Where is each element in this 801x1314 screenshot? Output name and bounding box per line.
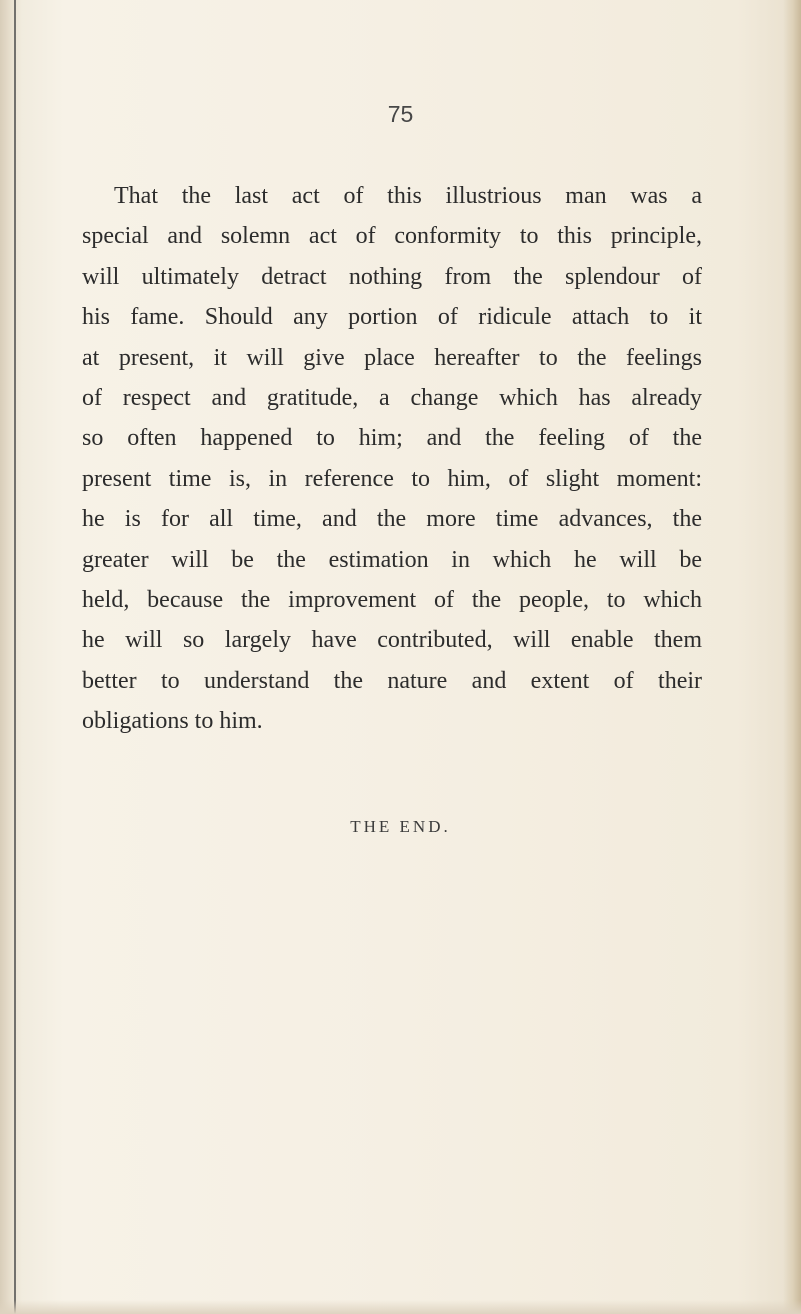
paragraph-line: so often happened to him; and the feeling of the <box>82 425 702 452</box>
page-edge-bottom <box>0 1300 801 1314</box>
paragraph-line: his fame. Should any portion of ridicule attach to it <box>82 304 702 331</box>
body-paragraph <box>82 176 702 741</box>
paragraph-line: will ultimately detract nothing from the splendour of <box>82 263 702 290</box>
paragraph-line: That the last act of this illustrious man was a <box>114 183 702 209</box>
paragraph-line: special and solemn act of conformity to this principle, <box>82 223 702 250</box>
page-number: 75 <box>387 101 414 127</box>
spine-shadow <box>0 0 22 1314</box>
paragraph-line: at present, it will give place hereafter to the feelings <box>82 344 702 371</box>
paragraph-line: better to understand the nature and extent of their <box>82 667 702 694</box>
paragraph-line: held, because the improvement of the people, to which <box>82 586 702 613</box>
paragraph-line: obligations to him. <box>82 708 263 735</box>
paragraph-line: greater will be the estimation in which he will be <box>82 546 702 573</box>
paragraph-line: of respect and gratitude, a change which has already <box>82 384 702 411</box>
paragraph-line: he will so largely have contributed, will enable them <box>82 627 702 654</box>
the-end-heading: THE END. <box>350 817 451 836</box>
paragraph-line: he is for all time, and the more time advances, the <box>82 506 702 533</box>
spine-line <box>14 0 16 1314</box>
paragraph-line: present time is, in reference to him, of slight moment: <box>82 465 702 492</box>
page-edge-right <box>783 0 801 1314</box>
